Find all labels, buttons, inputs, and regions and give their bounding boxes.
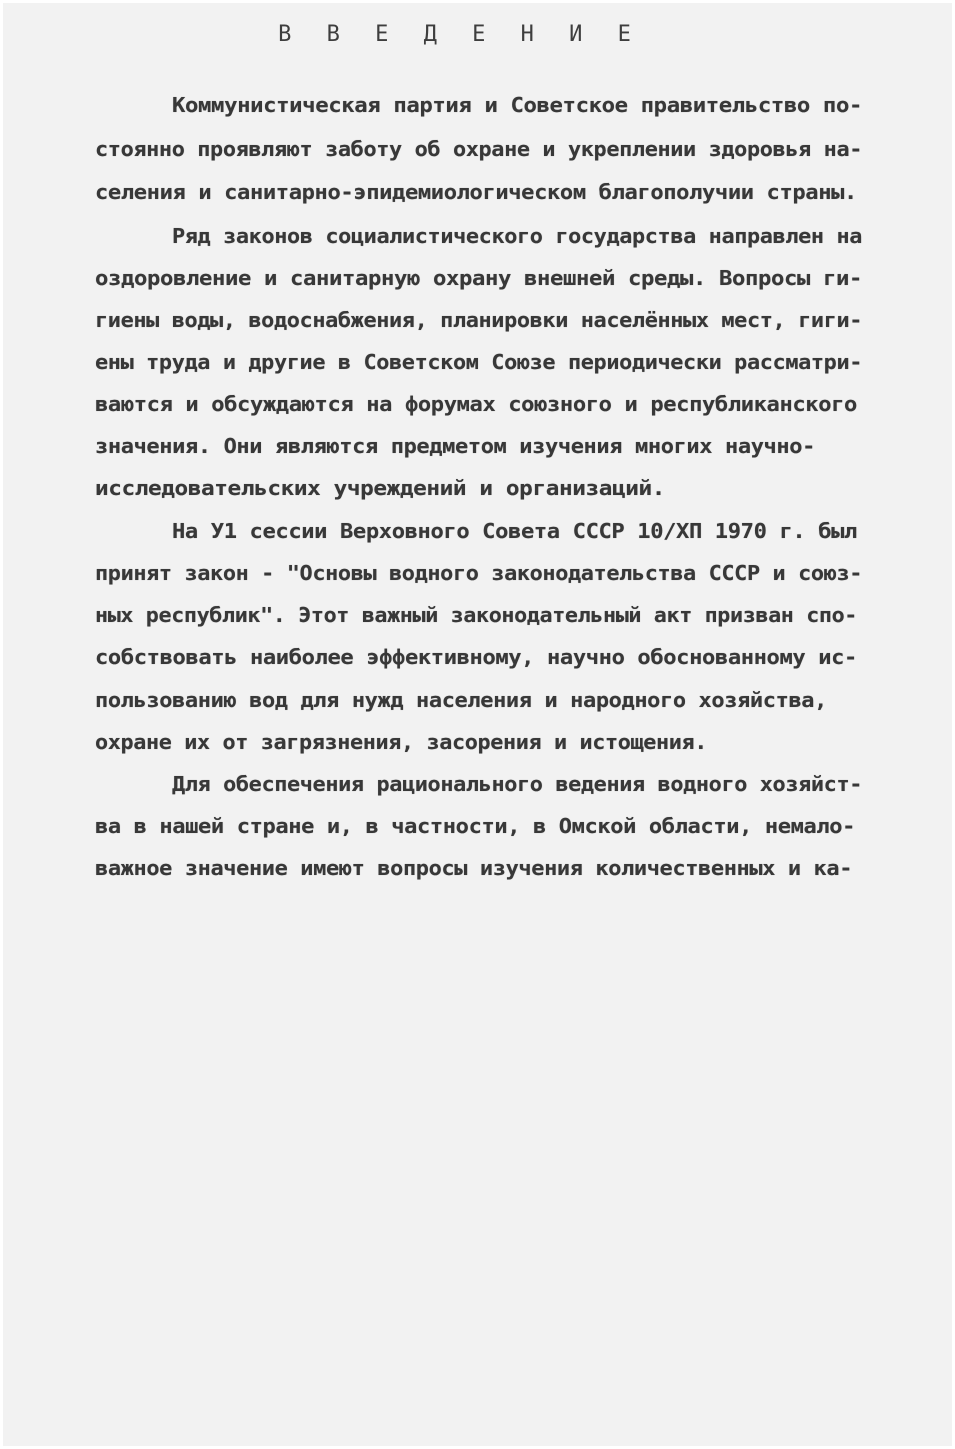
text-line: ных республик". Этот важный законодательный акт призван спо- bbox=[95, 603, 858, 627]
text-line: Для обеспечения рационального ведения водного хозяйст- bbox=[172, 772, 863, 796]
text-line: оздоровление и санитарную охрану внешней среды. Вопросы ги- bbox=[95, 266, 862, 290]
text-line: Ряд законов социалистического государства направлен на bbox=[172, 224, 863, 248]
page-title: В В Е Д Е Н И Е bbox=[278, 22, 642, 47]
text-line: принят закон - "Основы водного законодательства СССР и союз- bbox=[95, 561, 863, 585]
text-line: собствовать наиболее эффективному, научно обоснованному ис- bbox=[95, 645, 857, 669]
text-line: важное значение имеют вопросы изучения количественных и ка- bbox=[95, 856, 853, 880]
text-line: ены труда и другие в Советском Союзе периодически рассматри- bbox=[95, 350, 863, 374]
text-line: Коммунистическая партия и Советское правительство по- bbox=[172, 93, 862, 117]
text-line: ва в нашей стране и, в частности, в Омской области, немало- bbox=[95, 814, 856, 838]
text-line: стоянно проявляют заботу об охране и укреплении здоровья на- bbox=[95, 137, 863, 161]
text-line: ваются и обсуждаются на форумах союзного и республиканского bbox=[95, 392, 857, 416]
text-line: На У1 сессии Верховного Совета СССР 10/ХП 1970 г. был bbox=[172, 519, 857, 543]
text-line: исследовательских учреждений и организаций. bbox=[95, 476, 666, 500]
text-line: пользованию вод для нужд населения и народного хозяйства, bbox=[95, 688, 827, 712]
text-line: селения и санитарно-эпидемиологическом благополучии страны. bbox=[95, 180, 857, 204]
text-line: значения. Они являются предметом изучения многих научно- bbox=[95, 434, 815, 458]
text-line: охране их от загрязнения, засорения и истощения. bbox=[95, 730, 707, 754]
text-line: гиены воды, водоснабжения, планировки населённых мест, гиги- bbox=[95, 308, 863, 332]
